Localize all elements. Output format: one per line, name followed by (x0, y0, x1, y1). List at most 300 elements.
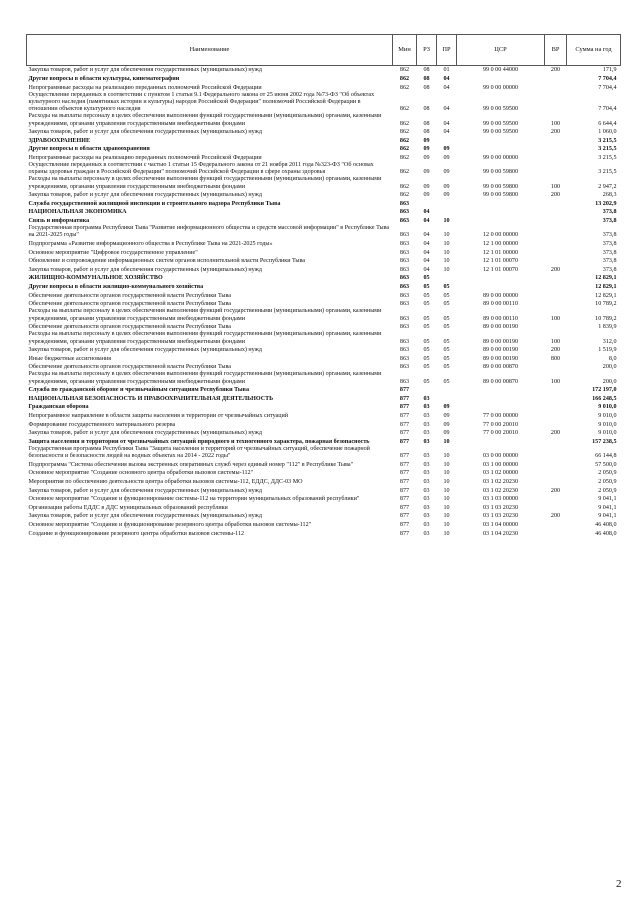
cell-name: Другие вопросы в области культуры, кинематографии (28, 76, 180, 82)
cell-csr (457, 394, 545, 403)
cell-name: Гражданская оборона (28, 404, 89, 411)
cell-sum: 200,0 (602, 364, 617, 371)
cell-csr: 12 1 01 00000 (482, 249, 519, 256)
cell-rz: 05 (423, 364, 430, 371)
table-row (27, 128, 621, 137)
cell-csr: 03 1 03 00000 (482, 496, 519, 503)
cell-pr: 09 (443, 183, 450, 190)
cell-rz: 04 (423, 241, 430, 247)
cell-csr: 99 0 00 59500 (482, 129, 519, 136)
cell-pr: 05 (443, 364, 450, 371)
table-row (27, 503, 621, 512)
cell-min: 863 (399, 364, 410, 371)
table-row (27, 66, 621, 75)
cell-vr (545, 257, 567, 266)
cell-vr (545, 225, 567, 239)
cell-sum: 9 041,1 (598, 513, 617, 520)
header-csr: ЦСР (457, 35, 545, 66)
cell-sum: 57 500,0 (595, 461, 617, 468)
cell-csr: 99 0 00 44000 (482, 67, 519, 74)
cell-rz: 03 (423, 413, 430, 420)
cell-name: Служба по гражданской обороне и чрезвычайным ситуациям Республики Тыва (28, 387, 250, 394)
cell-pr: 05 (443, 301, 450, 308)
table-row (27, 257, 621, 266)
cell-min: 862 (399, 67, 410, 74)
cell-rz: 09 (423, 169, 430, 176)
cell-pr: 05 (443, 283, 450, 290)
cell-csr: 99 0 00 00000 (482, 154, 519, 161)
cell-vr (545, 495, 567, 504)
cell-vr (545, 412, 567, 421)
cell-name: Основное мероприятие "Создание и функционирование резервного центра обработки вызовов системы-112" (28, 521, 312, 528)
cell-name: Подпрограмма «Развитие информационного общества в Республике Тыва на 2021-2025 годы» (28, 241, 273, 247)
cell-pr (437, 386, 457, 395)
cell-vr: 200 (550, 487, 561, 494)
cell-min: 863 (399, 249, 410, 256)
cell-rz: 05 (423, 347, 430, 354)
cell-name: Государственная программа Республики Тыва "Развитие информационного общества и средств массовой информации" в Республике Тыва на 2021-2025 годы" (28, 225, 390, 239)
cell-min: 877 (399, 453, 410, 460)
table-row (27, 145, 621, 154)
cell-min: 877 (399, 478, 410, 485)
cell-csr: 89 0 00 00000 (482, 292, 519, 299)
cell-rz: 04 (423, 249, 430, 256)
table-row (27, 412, 621, 421)
table-row (27, 154, 621, 163)
cell-csr: 89 0 00 00190 (482, 355, 519, 362)
cell-min: 877 (399, 421, 410, 428)
cell-name: Расходы на выплаты персоналу в целях обеспечения выполнения функций государственными (муниципальными) органами, казенными учреждениями, органами управления государственными внебюджетными фондами (28, 113, 382, 127)
cell-name: Основное мероприятие "Создание основного центра обработки вызовов системы-112" (28, 470, 254, 477)
cell-vr (545, 283, 567, 292)
cell-rz: 05 (423, 324, 430, 331)
cell-min: 863 (399, 275, 410, 282)
cell-name: Обеспечение деятельности органов государственной власти Республики Тыва (28, 301, 231, 308)
cell-vr (545, 208, 567, 217)
cell-rz: 05 (423, 301, 430, 308)
cell-rz: 05 (423, 275, 430, 282)
cell-pr: 05 (443, 355, 450, 362)
cell-csr (457, 403, 545, 412)
cell-vr: 200 (550, 513, 561, 520)
cell-min: 877 (399, 387, 410, 394)
cell-min: 863 (399, 355, 410, 362)
cell-csr: 03 1 02 20230 (482, 478, 519, 485)
cell-rz: 03 (423, 487, 430, 494)
cell-name: Закупка товаров, работ и услуг для обеспечения государственных (муниципальных) нужд (28, 513, 262, 520)
cell-csr (457, 75, 545, 84)
cell-vr (545, 75, 567, 84)
cell-rz: 09 (423, 183, 430, 190)
table-row (27, 308, 621, 322)
cell-rz: 03 (423, 430, 430, 437)
table-row (27, 346, 621, 355)
cell-rz: 03 (423, 504, 430, 511)
cell-name: ЗДРАВООХРАНЕНИЕ (28, 137, 91, 144)
cell-csr: 12 1 01 00070 (482, 266, 519, 273)
cell-pr: 10 (443, 470, 450, 477)
cell-rz: 04 (423, 209, 430, 216)
cell-min: 877 (399, 513, 410, 520)
cell-csr: 99 0 00 59800 (482, 169, 519, 176)
cell-rz: 03 (423, 470, 430, 477)
cell-name: Мероприятия по обеспечению деятельности центра обработки вызовов системы-112, ЕДДС, ДДС-03 МО (28, 478, 303, 485)
cell-name: Закупка товаров, работ и услуг для обеспечения государственных (муниципальных) нужд (28, 347, 262, 354)
cell-min: 863 (399, 258, 410, 265)
cell-csr: 99 0 00 59800 (482, 192, 519, 199)
table-row (27, 429, 621, 438)
cell-name: Создание и функционирование резервного центра обработки вызовов системы-112 (28, 530, 245, 537)
cell-pr: 05 (443, 315, 450, 322)
cell-min: 863 (399, 232, 410, 239)
cell-csr: 12 1 00 00000 (482, 241, 519, 247)
cell-sum: 7 704,4 (598, 84, 617, 91)
cell-min: 863 (399, 292, 410, 299)
table-row (27, 75, 621, 84)
cell-sum: 172 197,0 (592, 387, 617, 394)
cell-min: 877 (399, 461, 410, 468)
cell-min: 862 (399, 120, 410, 127)
cell-csr (457, 217, 545, 226)
cell-min: 877 (399, 404, 410, 411)
table-row (27, 217, 621, 226)
cell-name: Осуществление переданных в соответствии с пунктом 1 статьи 9.1 Федерального закона от 25 июня 2002 года №73-ФЗ "Об объектах культурного наследия (памятниках истории и культуры) народов Российской Федерации" полномочий Российской Федерации в отношении объектов культурного наследия (28, 91, 375, 113)
cell-min: 863 (399, 301, 410, 308)
cell-vr (545, 323, 567, 332)
table-row (27, 478, 621, 487)
cell-csr: 03 1 03 20230 (482, 504, 519, 511)
cell-vr (545, 83, 567, 92)
cell-csr: 99 0 00 59500 (482, 120, 519, 127)
cell-min: 877 (399, 470, 410, 477)
cell-pr: 10 (443, 258, 450, 265)
cell-vr (545, 420, 567, 429)
cell-name: Закупка товаров, работ и услуг для обеспечения государственных (муниципальных) нужд (28, 129, 262, 136)
cell-name: Обновление и сопровождение информационных систем органов исполнительной власти Республики Тыва (28, 258, 305, 265)
cell-rz: 09 (423, 146, 430, 153)
cell-csr: 03 1 04 00000 (482, 521, 519, 528)
cell-csr: 89 0 00 00110 (483, 315, 518, 322)
cell-min: 877 (399, 504, 410, 511)
cell-min: 863 (399, 266, 410, 273)
cell-sum: 9 010,0 (598, 413, 617, 420)
cell-pr: 05 (443, 324, 450, 331)
table-row (27, 240, 621, 249)
budget-table (26, 34, 621, 538)
cell-pr: 09 (443, 192, 450, 199)
cell-rz: 03 (423, 404, 430, 411)
cell-name: Осуществление переданных в соответствии с частью 1 статьи 15 Федерального закона от 21 ноября 2011 года №323-ФЗ "Об основах охраны здоровья граждан в Российской Федерации" полномочий Российской Федерации в сфере охраны здоровья (28, 162, 374, 176)
cell-csr: 77 0 00 20010 (482, 421, 519, 428)
cell-csr: 03 1 02 20230 (482, 487, 519, 494)
table-row (27, 521, 621, 530)
table-row (27, 248, 621, 257)
cell-sum: 8,0 (608, 355, 617, 362)
cell-name: Непрограммное направление в области защиты населения и территории от чрезвычайных ситуаций (28, 413, 289, 420)
cell-vr: 200 (550, 192, 561, 199)
cell-pr (437, 136, 457, 145)
cell-pr: 10 (443, 487, 450, 494)
cell-sum: 12 829,1 (595, 283, 617, 290)
cell-rz: 05 (423, 338, 430, 345)
cell-min: 877 (399, 530, 410, 537)
cell-rz: 03 (423, 530, 430, 537)
cell-pr (437, 394, 457, 403)
cell-min: 863 (399, 218, 410, 225)
cell-rz: 08 (423, 84, 430, 91)
cell-csr (457, 386, 545, 395)
cell-vr (545, 460, 567, 469)
cell-csr (457, 145, 545, 154)
cell-sum: 9 010,0 (598, 421, 617, 428)
cell-vr (545, 217, 567, 226)
cell-pr: 09 (443, 169, 450, 176)
table-row (27, 136, 621, 145)
cell-csr: 03 1 03 20230 (482, 513, 519, 520)
cell-pr: 01 (443, 67, 450, 74)
page-number: 2 (616, 878, 622, 890)
cell-sum: 268,3 (602, 192, 617, 199)
cell-rz (417, 199, 437, 208)
cell-rz: 03 (423, 521, 430, 528)
cell-sum: 46 408,0 (595, 530, 617, 537)
cell-name: Непрограммные расходы на реализацию переданных полномочий Российской Федерации (28, 154, 262, 161)
cell-csr: 89 0 00 00110 (483, 301, 518, 308)
cell-rz: 04 (423, 266, 430, 273)
cell-sum: 2 050,9 (598, 470, 617, 477)
cell-rz: 05 (423, 378, 430, 385)
cell-csr: 12 1 01 00070 (482, 258, 519, 265)
cell-min: 877 (399, 487, 410, 494)
cell-pr: 09 (443, 154, 450, 161)
cell-csr: 89 0 00 00190 (482, 324, 519, 331)
cell-vr: 100 (550, 120, 561, 127)
cell-sum: 373,8 (602, 218, 617, 225)
table-row (27, 83, 621, 92)
cell-min: 863 (399, 209, 410, 216)
cell-sum: 1 060,0 (598, 129, 617, 136)
table-row (27, 495, 621, 504)
cell-sum: 373,8 (602, 232, 617, 239)
cell-pr: 05 (443, 347, 450, 354)
cell-vr (545, 469, 567, 478)
cell-csr: 99 0 00 00000 (482, 84, 519, 91)
cell-sum: 10 789,2 (595, 315, 617, 322)
cell-name: Связь и информатика (28, 218, 90, 225)
cell-name: Защита населения и территории от чрезвычайных ситуаций природного и техногенного характера, пожарная безопасность (28, 438, 370, 445)
cell-pr: 10 (443, 249, 450, 256)
cell-sum: 171,9 (602, 67, 617, 74)
cell-vr (545, 386, 567, 395)
cell-csr (457, 199, 545, 208)
table-row (27, 394, 621, 403)
cell-pr: 04 (443, 120, 450, 127)
cell-vr (545, 394, 567, 403)
cell-rz: 03 (423, 421, 430, 428)
cell-sum: 200,0 (602, 378, 617, 385)
cell-pr: 10 (443, 521, 450, 528)
cell-csr: 03 1 00 00000 (482, 461, 519, 468)
table-row (27, 420, 621, 429)
cell-pr: 04 (443, 129, 450, 136)
cell-name: Закупка товаров, работ и услуг для обеспечения государственных (муниципальных) нужд (28, 487, 262, 494)
cell-min: 863 (399, 347, 410, 354)
table-row (27, 460, 621, 469)
budget-table-sheet (26, 34, 620, 538)
cell-name: Закупка товаров, работ и услуг для обеспечения государственных (муниципальных) нужд (28, 67, 262, 74)
cell-pr: 05 (443, 378, 450, 385)
cell-rz: 09 (423, 137, 430, 144)
table-row (27, 371, 621, 385)
cell-rz: 05 (423, 315, 430, 322)
cell-vr: 200 (550, 129, 561, 136)
cell-csr (457, 136, 545, 145)
cell-rz: 03 (423, 395, 430, 402)
cell-vr: 100 (550, 378, 561, 385)
cell-sum: 12 829,1 (595, 292, 617, 299)
cell-vr (545, 521, 567, 530)
table-row (27, 191, 621, 200)
header-vr: ВР (545, 35, 567, 66)
cell-pr: 09 (443, 404, 450, 411)
cell-vr (545, 162, 567, 176)
cell-csr (457, 283, 545, 292)
cell-pr: 10 (443, 461, 450, 468)
cell-vr (545, 503, 567, 512)
cell-sum: 9 041,1 (598, 504, 617, 511)
cell-sum: 1 519,9 (598, 347, 617, 354)
cell-pr: 10 (443, 530, 450, 537)
table-row (27, 208, 621, 217)
cell-pr: 10 (443, 232, 450, 239)
cell-name: Расходы на выплаты персоналу в целях обеспечения выполнения функций государственными (муниципальными) органами, казенными учреждениями, органами управления государственными внебюджетными фондами (28, 176, 382, 190)
cell-rz (417, 386, 437, 395)
cell-csr: 89 0 00 00870 (482, 364, 519, 371)
cell-sum: 7 704,4 (598, 76, 617, 82)
table-row (27, 331, 621, 345)
cell-vr: 100 (550, 183, 561, 190)
cell-csr (457, 208, 545, 217)
header-sum: Сумма на год (567, 35, 621, 66)
cell-sum: 12 829,1 (595, 275, 617, 282)
cell-sum: 166 248,5 (592, 395, 617, 402)
cell-name: Иные бюджетные ассигнования (28, 355, 112, 362)
cell-vr (545, 248, 567, 257)
cell-min: 877 (399, 521, 410, 528)
cell-sum: 9 010,0 (598, 430, 617, 437)
cell-pr: 04 (443, 76, 450, 82)
cell-pr: 04 (443, 106, 450, 113)
cell-name: НАЦИОНАЛЬНАЯ ЭКОНОМИКА (28, 209, 127, 216)
cell-name: Другие вопросы в области жилищно-коммунального хозяйства (28, 283, 204, 290)
cell-pr (437, 199, 457, 208)
cell-sum: 3 215,5 (598, 146, 617, 153)
header-name: Наименование (27, 35, 393, 66)
cell-rz: 08 (423, 120, 430, 127)
cell-csr: 03 0 00 00000 (482, 453, 519, 460)
cell-vr: 800 (550, 355, 561, 362)
cell-rz: 08 (423, 76, 430, 82)
cell-sum: 3 215,5 (598, 169, 617, 176)
cell-min: 862 (399, 192, 410, 199)
table-row (27, 437, 621, 446)
cell-vr (545, 92, 567, 114)
table-header-row (27, 35, 621, 66)
cell-csr: 03 1 02 00000 (482, 470, 519, 477)
cell-pr: 10 (443, 241, 450, 247)
cell-sum: 2 050,9 (598, 487, 617, 494)
cell-name: Обеспечение деятельности органов государственной власти Республики Тыва (28, 324, 231, 331)
cell-csr: 99 0 00 59500 (482, 106, 519, 113)
cell-csr: 89 0 00 00190 (482, 338, 519, 345)
cell-pr: 10 (443, 504, 450, 511)
cell-name: Расходы на выплаты персоналу в целях обеспечения выполнения функций государственными (муниципальными) органами, казенными учреждениями, органами управления государственными внебюджетными фондами (28, 371, 382, 385)
table-row (27, 512, 621, 521)
cell-min: 862 (399, 146, 410, 153)
cell-vr (545, 136, 567, 145)
cell-pr: 10 (443, 218, 450, 225)
table-row (27, 386, 621, 395)
cell-name: НАЦИОНАЛЬНАЯ БЕЗОПАСНОСТЬ И ПРАВООХРАНИТЕЛЬНАЯ ДЕЯТЕЛЬНОСТЬ (28, 395, 274, 402)
cell-rz: 03 (423, 438, 430, 445)
cell-min: 877 (399, 430, 410, 437)
cell-name: Другие вопросы в области здравоохранения (28, 146, 150, 153)
cell-rz: 09 (423, 192, 430, 199)
cell-name: Государственная программа Республики Тыва "Защита населения и территорий от чрезвычайных ситуаций, обеспечение пожарной безопасности и безопасности людей на водных объектах на 2014 - 2022 годы" (28, 446, 370, 460)
cell-name: Служба государственной жилищной инспекции и строительного надзора Республики Тыва (28, 200, 281, 207)
cell-min: 863 (399, 200, 410, 207)
cell-min: 863 (399, 315, 410, 322)
cell-pr: 10 (443, 478, 450, 485)
cell-min: 877 (399, 395, 410, 402)
cell-sum: 157 238,5 (592, 438, 617, 445)
cell-sum: 7 704,4 (598, 106, 617, 113)
cell-name: Обеспечение деятельности органов государственной власти Республики Тыва (28, 364, 231, 371)
cell-rz: 03 (423, 496, 430, 503)
cell-sum: 373,8 (602, 241, 617, 247)
cell-sum: 3 215,5 (598, 137, 617, 144)
cell-vr (545, 274, 567, 283)
cell-vr (545, 199, 567, 208)
cell-pr: 10 (443, 438, 450, 445)
cell-name: Основное мероприятие "Создание и функционирование системы-112 на территории муниципальных образований республики" (28, 496, 360, 503)
cell-min: 863 (399, 324, 410, 331)
table-row (27, 176, 621, 190)
cell-rz: 08 (423, 67, 430, 74)
cell-vr (545, 529, 567, 538)
table-row (27, 354, 621, 363)
cell-rz: 05 (423, 292, 430, 299)
cell-sum: 13 202,9 (595, 200, 617, 207)
cell-sum: 6 644,4 (598, 120, 617, 127)
cell-csr: 12 0 00 00000 (482, 232, 519, 239)
table-row (27, 403, 621, 412)
table-row (27, 486, 621, 495)
header-min: Мин (393, 35, 417, 66)
cell-vr: 200 (550, 347, 561, 354)
cell-sum: 1 839,9 (598, 324, 617, 331)
cell-name: Непрограммные расходы на реализацию переданных полномочий Российской Федерации (28, 84, 262, 91)
cell-rz: 05 (423, 355, 430, 362)
cell-min: 863 (399, 241, 410, 247)
cell-rz: 03 (423, 513, 430, 520)
cell-name: Закупка товаров, работ и услуг для обеспечения государственных (муниципальных) нужд (28, 192, 262, 199)
cell-sum: 2 050,9 (598, 478, 617, 485)
cell-sum: 373,8 (602, 249, 617, 256)
cell-sum: 9 010,0 (598, 404, 617, 411)
cell-min: 862 (399, 169, 410, 176)
cell-name: Закупка товаров, работ и услуг для обеспечения государственных (муниципальных) нужд (28, 266, 262, 273)
